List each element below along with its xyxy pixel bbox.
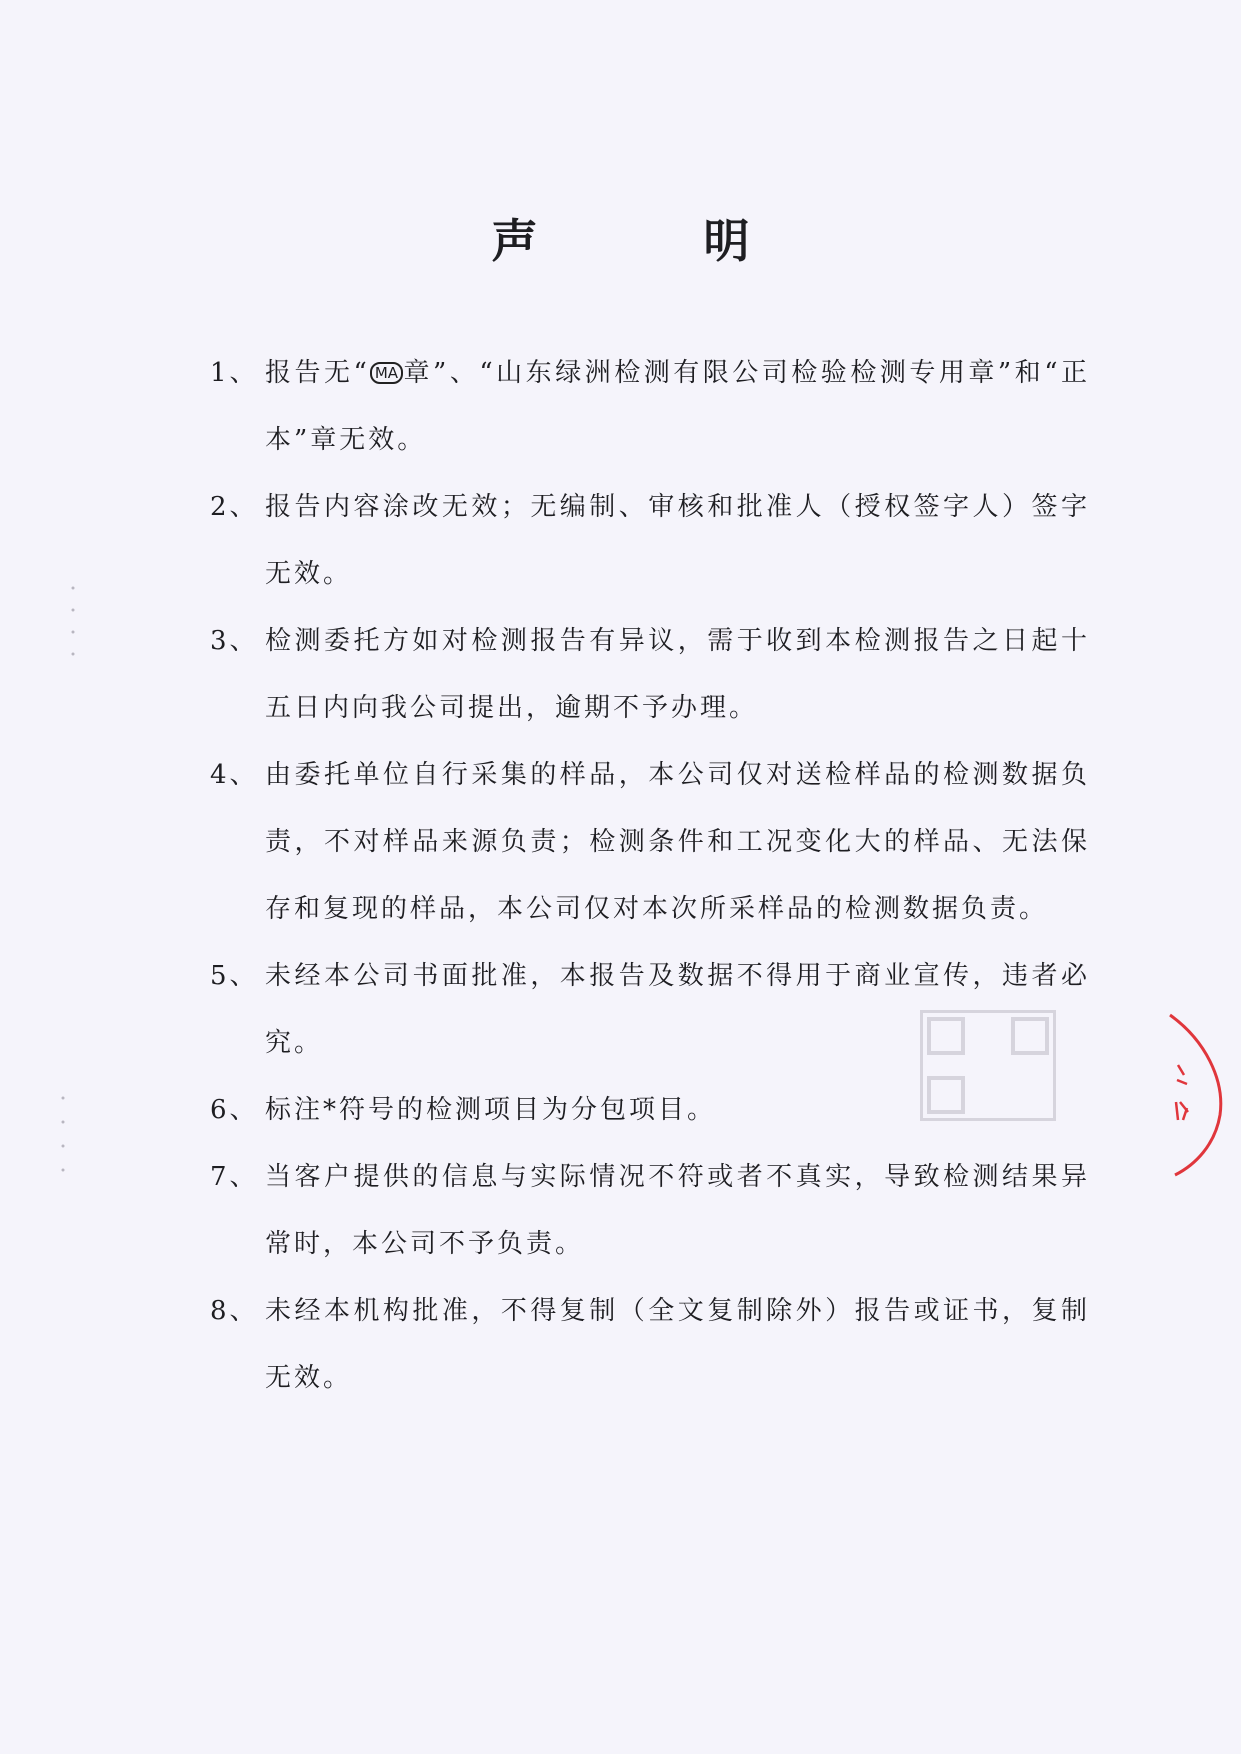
item-number: 6、 <box>210 1095 259 1125</box>
red-seal-stamp-icon <box>1150 1010 1240 1180</box>
ma-logo-icon: MA <box>370 362 403 384</box>
item-number: 2、 <box>210 492 259 522</box>
item-text: 未经本公司书面批准，本报告及数据不得用于商业宣传，违者必究。 <box>265 961 1090 1058</box>
statement-item-8 <box>210 1278 1090 1412</box>
statement-item-1 <box>210 340 1090 474</box>
item-text: 未经本机构批准，不得复制（全文复制除外）报告或证书，复制无效。 <box>265 1296 1090 1393</box>
item-number: 1、 <box>210 358 259 388</box>
statement-item-2 <box>210 474 1090 608</box>
binding-holes-icon <box>55 1090 75 1190</box>
item-number: 8、 <box>210 1296 259 1326</box>
item-text: 由委托单位自行采集的样品，本公司仅对送检样品的检测数据负责，不对样品来源负责；检测条件和工况变化大的样品、无法保存和复现的样品，本公司仅对本次所采样品的检测数据负责。 <box>265 760 1090 924</box>
item-text: 检测委托方如对检测报告有异议，需于收到本检测报告之日起十五日内向我公司提出，逾期不予办理。 <box>265 626 1090 723</box>
item-text: 标注*符号的检测项目为分包项目。 <box>265 1095 717 1125</box>
item-number: 7、 <box>210 1162 259 1192</box>
statement-item-7 <box>210 1144 1090 1278</box>
item-number: 4、 <box>210 760 259 790</box>
binding-holes-icon <box>65 580 85 670</box>
qr-code-ghost-icon <box>920 1010 1056 1121</box>
item-number: 3、 <box>210 626 259 656</box>
statement-item-4 <box>210 742 1090 943</box>
item-text: 报告内容涂改无效；无编制、审核和批准人（授权签字人）签字无效。 <box>265 492 1090 589</box>
statement-item-3 <box>210 608 1090 742</box>
item-text-part: 报告无“ <box>265 358 370 388</box>
item-text-part: 章”、“山东绿洲检测有限公司检验检测专用章”和“正本”章无效。 <box>265 358 1090 455</box>
item-text: 当客户提供的信息与实际情况不符或者不真实，导致检测结果异常时，本公司不予负责。 <box>265 1162 1090 1259</box>
item-text <box>210 340 1090 474</box>
item-number: 5、 <box>210 961 259 991</box>
page-title: 声 明 <box>491 214 810 268</box>
